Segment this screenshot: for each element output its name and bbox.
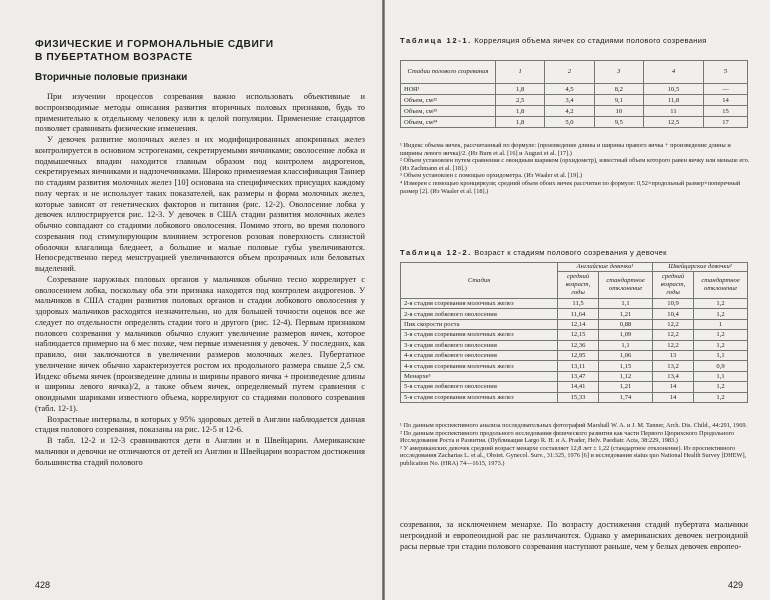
table-row bbox=[401, 340, 748, 350]
cell: 1 bbox=[694, 319, 748, 329]
table2-group-swiss: Швейцарские девочки² bbox=[652, 263, 747, 272]
table2-caption bbox=[400, 248, 745, 258]
row-label: 2-я стадия лобкового оволосения bbox=[401, 309, 558, 319]
table2-caption-label: Таблица 12-2. bbox=[400, 248, 472, 257]
cell: 14,41 bbox=[558, 382, 599, 392]
cell: 13,2 bbox=[652, 361, 693, 371]
cell: 17 bbox=[703, 117, 747, 128]
cell: 10,4 bbox=[652, 309, 693, 319]
footnote: ³ У американских девочек средний возраст менархе составляет 12,8 лет ± 1,22 (стандартное отклонение). Из проспективного исследования Zacharias L. et al., Obstet. Gynecol. Surv., 31:325, 1976 [6] и исследования status quo National Health Survey [DHEW], publication No. (HRA) 74—1615, 1973.) bbox=[400, 444, 747, 467]
cell: 2,5 bbox=[496, 95, 545, 106]
cell: 0,9 bbox=[694, 361, 748, 371]
cell: 12,2 bbox=[652, 340, 693, 350]
table2-col-mean: средний возраст, годы bbox=[558, 272, 599, 299]
cell: 12,15 bbox=[558, 330, 599, 340]
table-row bbox=[401, 106, 748, 117]
cell: 11 bbox=[643, 106, 703, 117]
footnote: ² По данным проспективного продольного исследования физического развития как части Первого Цюрихского Продольного Исследования Роста и Развития. (Публикация Largo R. H. и A. Prader, Helv. Paediatr. Acta, 38:229, 1983.) bbox=[400, 429, 735, 445]
cell: 1,2 bbox=[694, 340, 748, 350]
cell: 1,2 bbox=[694, 299, 748, 309]
cell: 13,4 bbox=[652, 371, 693, 381]
cell: 12,2 bbox=[652, 319, 693, 329]
cell: — bbox=[703, 84, 747, 95]
row-label: Объем, см³⁴ bbox=[401, 117, 496, 128]
paragraph-2: У девочек развитие молочных желез и их модифицированных апокринных желез контролируется в основном эстрогенами, секретируемыми яичниками; оволосение лобка и подмышечных впадин находится главным образом под контролем андрогенов, секретируемых яичниками и надпочечниками. Широко применяемая классификация Таннер по стадиям развития молочных желез [10] основана на специфических присущих каждому полу чертах и не использует таких показателей, как размеры и форма молочных желез, которые зависят от генетических факторов и питания (рис. 12-2). Оволосение лобка у девочек иллюстрируется рис. 12-3. У девочек в США стадии развития молочных желез обычно совпадают со стадиями лобкового оволосения. Помимо этого, во время полового созревания под стимулирующим влиянием эстрогенов розовая поверхность слизистой оболочки влагалища бледнеет, а большие и малые половые губы увеличиваются. Непосредственно перед менструацией увеличиваются объем прозрачных или беловатых выделений. bbox=[35, 135, 365, 273]
row-label: Объем, см³³ bbox=[401, 106, 496, 117]
row-label: НОЯ¹ bbox=[401, 84, 496, 95]
cell: 1,15 bbox=[599, 361, 653, 371]
section-title: Вторичные половые признаки bbox=[35, 72, 188, 83]
left-page bbox=[0, 0, 382, 600]
row-label: Менархе³ bbox=[401, 371, 558, 381]
left-body-text bbox=[35, 92, 365, 468]
table2-header-row-1 bbox=[401, 263, 748, 272]
table1-stage-4: 4 bbox=[643, 61, 703, 84]
cell: 11,8 bbox=[643, 95, 703, 106]
cell: 14 bbox=[652, 392, 693, 402]
table-row bbox=[401, 382, 748, 392]
table1-stage-5: 5 bbox=[703, 61, 747, 84]
chapter-title bbox=[35, 38, 365, 64]
row-label: 4-я стадия лобкового оволосения bbox=[401, 350, 558, 360]
row-label: 5-я стадия лобкового оволосения bbox=[401, 382, 558, 392]
table1-stage-2: 2 bbox=[545, 61, 594, 84]
table2-stage-header: Стадия bbox=[401, 263, 558, 299]
table-row bbox=[401, 84, 748, 95]
footnote: ² Объем установлен путем сравнения с овоидным шариком (орхидометр), известный объем которого равен яичку или меньше его. (Из Zachmann et al. [18].) bbox=[400, 157, 750, 172]
chapter-title-line-1: ФИЗИЧЕСКИЕ И ГОРМОНАЛЬНЫЕ СДВИГИ bbox=[35, 39, 274, 50]
cell: 8,2 bbox=[594, 84, 643, 95]
right-body-text bbox=[400, 520, 748, 552]
row-label: Пик скорости роста bbox=[401, 319, 558, 329]
cell: 1,74 bbox=[599, 392, 653, 402]
cell: 12,5 bbox=[643, 117, 703, 128]
cell: 5,0 bbox=[545, 117, 594, 128]
row-label: 5-я стадия созревания молочных желез bbox=[401, 392, 558, 402]
table-row bbox=[401, 309, 748, 319]
table1-caption bbox=[400, 36, 745, 46]
row-label: 2-я стадия созревания молочных желез bbox=[401, 299, 558, 309]
cell: 1,1 bbox=[599, 340, 653, 350]
table-row bbox=[401, 371, 748, 381]
cell: 14 bbox=[652, 382, 693, 392]
right-page-number: 429 bbox=[728, 580, 744, 590]
table-row bbox=[401, 117, 748, 128]
paragraph-4: Возрастные интервалы, в которых у 95% здоровых детей в Англии наблюдается данная стадия полового созревания, показаны на рис. 12-5 и 12-6. bbox=[35, 414, 365, 435]
cell: 15 bbox=[703, 106, 747, 117]
cell: 1,21 bbox=[599, 382, 653, 392]
row-label: 3-я стадия созревания молочных желез bbox=[401, 330, 558, 340]
cell: 1,2 bbox=[694, 309, 748, 319]
table1-footnotes bbox=[400, 142, 750, 195]
cell: 1,8 bbox=[496, 106, 545, 117]
cell: 1,06 bbox=[599, 350, 653, 360]
cell: 15,33 bbox=[558, 392, 599, 402]
table-12-1 bbox=[400, 60, 748, 128]
paragraph-1: При изучении процессов созревания важно использовать объективные и воспроизводимые методы описания развития вторичных половых признаков, будь то применительно к отдельному человеку или к целой популяции. Применение стандартов позволяет сравнивать физические изменения. bbox=[35, 92, 365, 134]
table-row bbox=[401, 361, 748, 371]
footnote: ³ Объем установлен с помощью орхидометра. (Из Waaler et al. [19].) bbox=[400, 172, 583, 180]
row-label: Объем, см³² bbox=[401, 95, 496, 106]
row-label: 4-я стадия созревания молочных желез bbox=[401, 361, 558, 371]
cell: 10,9 bbox=[652, 299, 693, 309]
table-row bbox=[401, 319, 748, 329]
footnote: ⁴ Измерен с помощью кронциркуля; средний объем обоих яичек рассчитан по формуле: 0,52×продольный размер×поперечный размер [2]. (Из Waaler et al. [18].) bbox=[400, 179, 741, 195]
paragraph-3: Созревание наружных половых органов у мальчиков обычно тесно коррелирует с оволосением лобка, поскольку оба эти признака находятся под контролем андрогенов. У мальчиков в США стадии развития половых органов и стадии лобкового оволосения у здоровых мальчиков расходятся незначительно, но для большей точности оценок все же следует по отдельности определять стадии того и другого (рис. 12-4). Первым признаком полового созревания у мальчиков обычно служит увеличение размеров яичек, которое наблюдается примерно на 6 мес позже, чем первые изменения у девочек. У последних, как правило, они заключаются в увеличении размеров молочных желез. Пубертатное увеличение яичек обычно характеризуется ростом их продольного размера свыше 2,5 см. Индекс объема яичек (произведение длины и ширины правого яичка + произведение длины и ширины левого яичка)/2, а также объем яичек, определяемый путем сравнения с овоидными шариками известного объема, коррелируют со стадиями полового созревания (табл. 12-1). bbox=[35, 274, 365, 413]
cell: 1,8 bbox=[496, 84, 545, 95]
paragraph-5: В табл. 12-2 и 12-3 сравниваются дети в Англии и в Швейцарии. Американские мальчики и девочки не отличаются от детей из Англии и Швейцарии возрастом достижения большинства стадий полового bbox=[35, 436, 365, 467]
continuation-paragraph: созревания, за исключением менархе. По возрасту достижения стадий пубертата мальчики негроидной и европеоидной рас не различаются. Однако у американских девочек негроидной расы первые три стадии полового созревания наступают раньше, чем у белых девочек европео- bbox=[400, 520, 748, 551]
cell: 1,8 bbox=[496, 117, 545, 128]
cell: 1,1 bbox=[599, 299, 653, 309]
cell: 13,11 bbox=[558, 361, 599, 371]
table2-group-english: Английские девочки¹ bbox=[558, 263, 653, 272]
cell: 4,2 bbox=[545, 106, 594, 117]
cell: 4,5 bbox=[545, 84, 594, 95]
cell: 12,14 bbox=[558, 319, 599, 329]
cell: 9,5 bbox=[594, 117, 643, 128]
table-row bbox=[401, 330, 748, 340]
cell: 11,64 bbox=[558, 309, 599, 319]
footnote: ¹ Индекс объема яичек, рассчитанный по формуле: (произведение длины и ширины правого яичка + произведение длины и ширины левого яичка)/2. (Из Burn et al. [16] и August et al. [17].) bbox=[400, 142, 731, 157]
cell: 3,4 bbox=[545, 95, 594, 106]
footnote: ¹ По данным проспективного анализа последовательных фотографий Marshall W. A. и J. M. Tanner, Arch. Dis. Child., 44:291, 1969. bbox=[400, 422, 748, 429]
cell: 1,09 bbox=[599, 330, 653, 340]
table1-stage-1: 1 bbox=[496, 61, 545, 84]
cell: 10,5 bbox=[643, 84, 703, 95]
table-row bbox=[401, 392, 748, 402]
table2-col-sd: стандартное отклонение bbox=[599, 272, 653, 299]
left-page-number: 428 bbox=[35, 580, 51, 590]
row-label: 3-я стадия лобкового оволосения bbox=[401, 340, 558, 350]
table1-header-row bbox=[401, 61, 748, 84]
table2-footnotes bbox=[400, 422, 750, 468]
table1-caption-label: Таблица 12-1. bbox=[400, 36, 472, 45]
cell: 1,12 bbox=[599, 371, 653, 381]
cell: 1,2 bbox=[694, 382, 748, 392]
table2-col-mean-2: средний возраст, годы bbox=[652, 272, 693, 299]
table-12-2 bbox=[400, 262, 748, 403]
cell: 12,95 bbox=[558, 350, 599, 360]
cell: 12,2 bbox=[652, 330, 693, 340]
cell: 12,36 bbox=[558, 340, 599, 350]
cell: 0,88 bbox=[599, 319, 653, 329]
chapter-title-line-2: В ПУБЕРТАТНОМ ВОЗРАСТЕ bbox=[35, 52, 193, 63]
cell: 1,1 bbox=[694, 371, 748, 381]
table1-stage-3: 3 bbox=[594, 61, 643, 84]
table1-caption-text: Корреляция объема яичек со стадиями полового созревания bbox=[474, 36, 707, 45]
table2-caption-text: Возраст к стадиям полового созревания у девочек bbox=[474, 248, 667, 257]
table1-corner-header: Стадии полового созревания bbox=[401, 61, 496, 84]
cell: 1,21 bbox=[599, 309, 653, 319]
table-row bbox=[401, 350, 748, 360]
table-row bbox=[401, 299, 748, 309]
cell: 11,5 bbox=[558, 299, 599, 309]
table-row bbox=[401, 95, 748, 106]
cell: 1,2 bbox=[694, 330, 748, 340]
cell: 13 bbox=[652, 350, 693, 360]
cell: 10 bbox=[594, 106, 643, 117]
cell: 9,1 bbox=[594, 95, 643, 106]
cell: 1,1 bbox=[694, 350, 748, 360]
table2-col-sd-2: стандартное отклонение bbox=[694, 272, 748, 299]
cell: 1,2 bbox=[694, 392, 748, 402]
cell: 14 bbox=[703, 95, 747, 106]
cell: 13,47 bbox=[558, 371, 599, 381]
